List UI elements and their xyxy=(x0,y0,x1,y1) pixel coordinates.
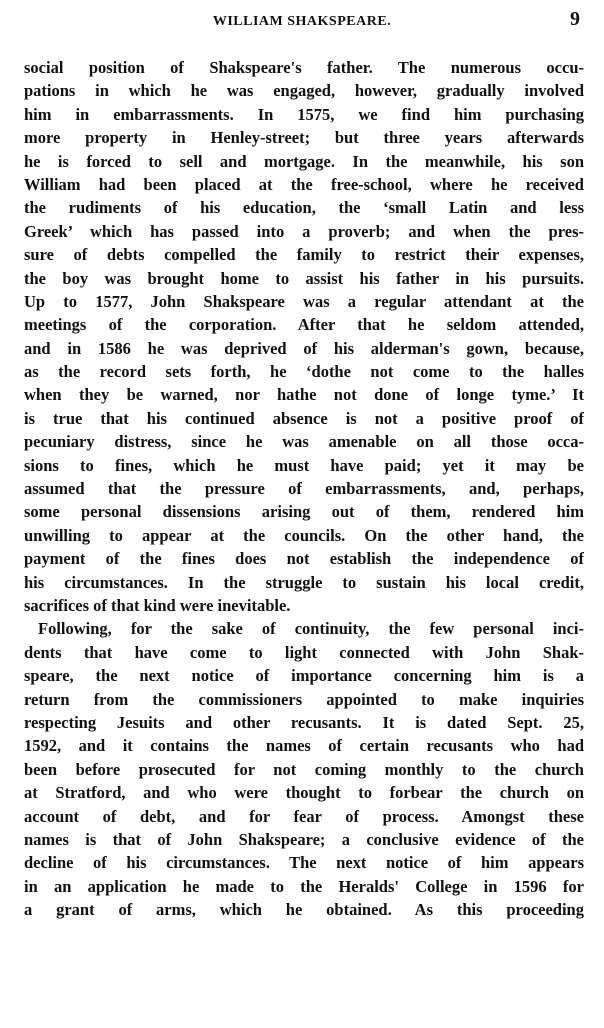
text-line: as the record sets forth, he ‘dothe not come to the halles xyxy=(24,362,584,382)
body-text xyxy=(24,56,584,921)
text-line: meetings of the corporation. After that he seldom attended, xyxy=(24,315,584,335)
text-line: him in embarrassments. In 1575, we find him purchasing xyxy=(24,104,584,124)
text-line: his circumstances. In the struggle to sustain his local credit, xyxy=(24,572,584,592)
text-line: return from the commissioners appointed to make inquiries xyxy=(24,689,584,709)
text-line: more property in Henley-street; but three years afterwards xyxy=(24,128,584,148)
text-line: and in 1586 he was deprived of his alderman's gown, because, xyxy=(24,338,584,358)
text-line: assumed that the pressure of embarrassments, and, perhaps, xyxy=(24,479,584,499)
text-line: is true that his continued absence is not a positive proof of xyxy=(24,408,584,428)
text-line: dents that have come to light connected with John Shak- xyxy=(24,642,584,662)
page-number: 9 xyxy=(570,8,580,30)
running-title: WILLIAM SHAKSPEARE. xyxy=(212,14,392,29)
text-line: sions to fines, which he must have paid; yet it may be xyxy=(24,455,584,475)
text-line: been before prosecuted for not coming monthly to the church xyxy=(24,759,584,779)
text-line: he is forced to sell and mortgage. In the meanwhile, his son xyxy=(24,151,584,171)
text-line: at Stratford, and who were thought to forbear the church on xyxy=(24,783,584,803)
text-line: decline of his circumstances. The next notice of him appears xyxy=(24,853,584,873)
text-line: payment of the fines does not establish the independence of xyxy=(24,549,584,569)
text-line: social position of Shakspeare's father. The numerous occu- xyxy=(24,58,584,77)
text-line: some personal dissensions arising out of them, rendered him xyxy=(24,502,584,522)
paragraph-1 xyxy=(24,56,584,617)
text-line: William had been placed at the free-school, where he received xyxy=(24,174,584,194)
text-line: Up to 1577, John Shakspeare was a regular attendant at the xyxy=(24,291,584,311)
text-line: when they be warned, nor hathe not done of longe tyme.’ It xyxy=(24,385,584,405)
text-line: account of debt, and for fear of process. Amongst these xyxy=(24,806,584,826)
page-header xyxy=(0,8,604,36)
text-line: in an application he made to the Heralds' College in 1596 for xyxy=(24,876,584,896)
text-line: the rudiments of his education, the ‘small Latin and less xyxy=(24,198,584,218)
text-line: Greek’ which has passed into a proverb; and when the pres- xyxy=(24,221,584,241)
text-line: the boy was brought home to assist his father in his pursuits. xyxy=(24,268,584,288)
text-line: Following, for the sake of continuity, the few personal inci- xyxy=(38,619,584,639)
text-line: unwilling to appear at the councils. On the other hand, the xyxy=(24,525,584,545)
paragraph-2 xyxy=(24,617,584,921)
text-line: sacrifices of that kind were inevitable. xyxy=(24,595,291,615)
text-line: speare, the next notice of importance concerning him is a xyxy=(24,666,584,686)
text-line: sure of debts compelled the family to restrict their expenses, xyxy=(24,245,584,265)
text-line: a grant of arms, which he obtained. As this proceeding xyxy=(24,900,584,920)
text-line: 1592, and it contains the names of certain recusants who had xyxy=(24,736,584,756)
text-line: pations in which he was engaged, however, gradually involved xyxy=(24,81,584,101)
text-line: names is that of John Shakspeare; a conclusive evidence of the xyxy=(24,829,584,849)
text-line: pecuniary distress, since he was amenable on all those occa- xyxy=(24,432,584,452)
text-line: respecting Jesuits and other recusants. It is dated Sept. 25, xyxy=(24,712,584,732)
